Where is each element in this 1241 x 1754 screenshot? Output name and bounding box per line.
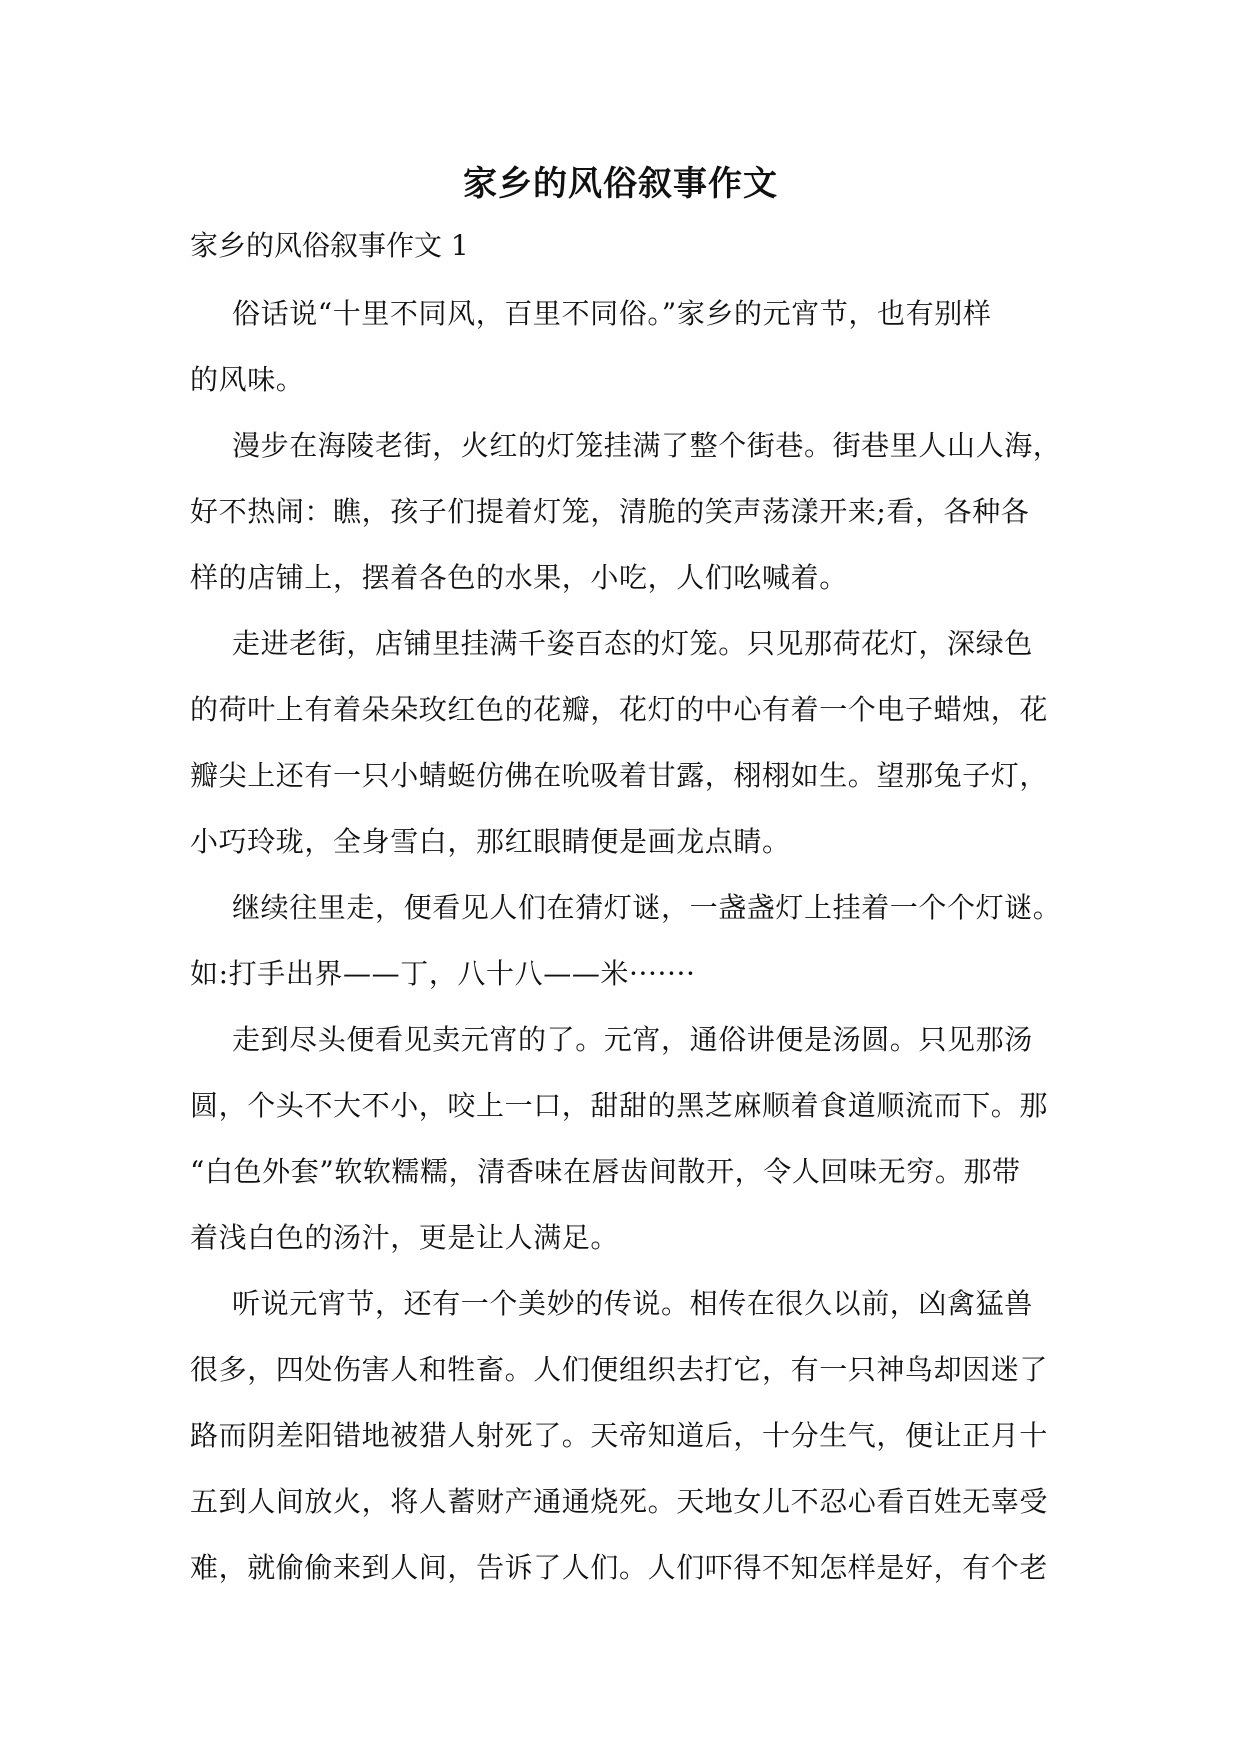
text-line-11: 如:打手出界——丁，八十八——米······· <box>190 957 696 990</box>
text-line-19: 五到人间放火，将人蓄财产通通烧死。天地女儿不忍心看百姓无辜受 <box>190 1485 1049 1518</box>
text-line-14: “白色外套”软软糯糯，清香味在唇齿间散开，令人回味无穷。那带 <box>190 1155 1021 1188</box>
text-line-4: 好不热闹：瞧，孩子们提着灯笼，清脆的笑声荡漾开来;看，各种各 <box>190 495 1030 528</box>
text-line-2: 的风味。 <box>190 363 305 396</box>
text-line-3: 漫步在海陵老街，火红的灯笼挂满了整个街巷。街巷里人山人海， <box>232 429 1062 462</box>
text-line-13: 圆，个头不大不小，咬上一口，甜甜的黑芝麻顺着食道顺流而下。那 <box>190 1089 1049 1122</box>
document-title: 家乡的风俗叙事作文 <box>463 164 778 204</box>
text-line-5: 样的店铺上，摆着各色的水果，小吃，人们吆喊着。 <box>190 561 848 594</box>
essay-heading: 家乡的风俗叙事作文 1 <box>190 229 469 262</box>
text-line-7: 的荷叶上有着朵朵玫红色的花瓣，花灯的中心有着一个电子蜡烛，花 <box>190 693 1049 726</box>
text-line-18: 路而阴差阳错地被猎人射死了。天帝知道后，十分生气，便让正月十 <box>190 1419 1049 1452</box>
text-line-12: 走到尽头便看见卖元宵的了。元宵，通俗讲便是汤圆。只见那汤 <box>232 1023 1033 1056</box>
text-line-15: 着浅白色的汤汁，更是让人满足。 <box>190 1221 620 1254</box>
text-line-17: 很多，四处伤害人和牲畜。人们便组织去打它，有一只神鸟却因迷了 <box>190 1353 1049 1386</box>
text-line-16: 听说元宵节，还有一个美妙的传说。相传在很久以前，凶禽猛兽 <box>232 1287 1033 1320</box>
text-line-20: 难，就偷偷来到人间，告诉了人们。人们吓得不知怎样是好，有个老 <box>190 1551 1049 1584</box>
text-line-8: 瓣尖上还有一只小蜻蜓仿佛在吮吸着甘露，栩栩如生。望那兔子灯， <box>190 759 1049 792</box>
text-line-10: 继续往里走，便看见人们在猜灯谜，一盏盏灯上挂着一个个灯谜。 <box>232 891 1062 924</box>
text-line-1: 俗话说“十里不同风，百里不同俗。”家乡的元宵节，也有别样 <box>232 297 992 330</box>
text-line-9: 小巧玲珑，全身雪白，那红眼睛便是画龙点睛。 <box>190 825 791 858</box>
text-line-6: 走进老街，店铺里挂满千姿百态的灯笼。只见那荷花灯，深绿色 <box>232 627 1033 660</box>
